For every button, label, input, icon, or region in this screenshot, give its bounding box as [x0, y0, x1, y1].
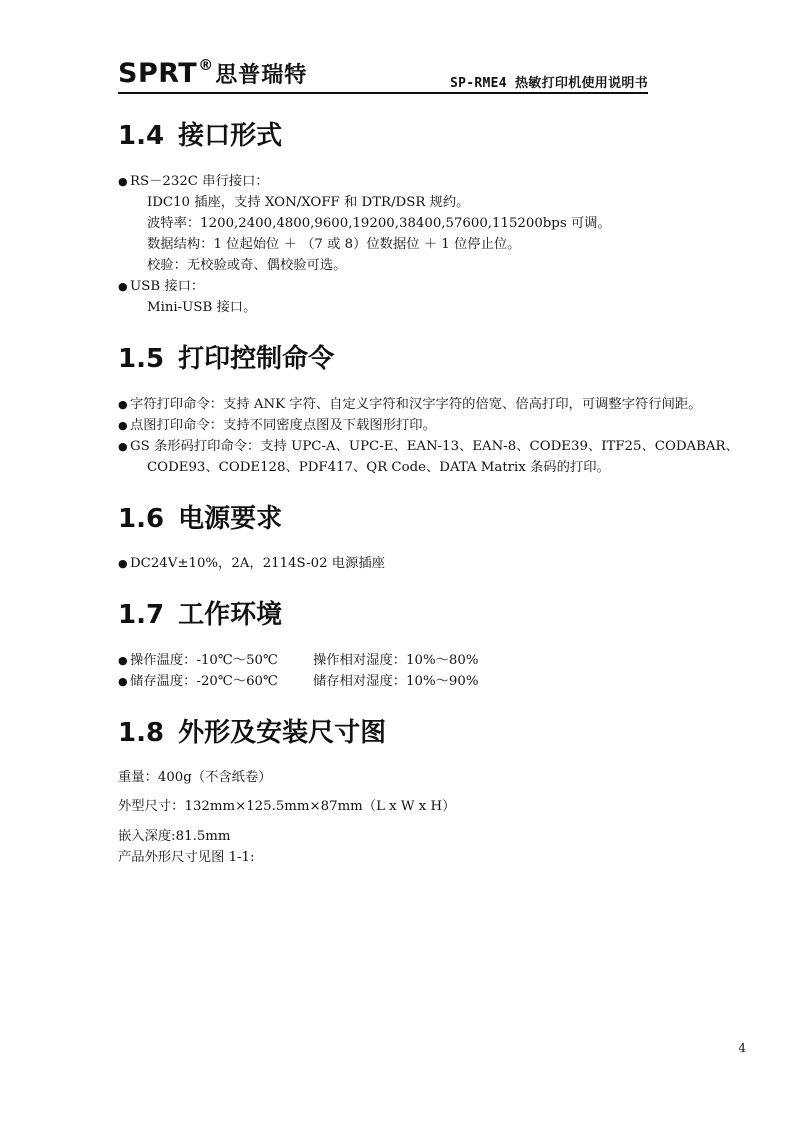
- bullet-icon: ●: [118, 654, 128, 667]
- bullet-icon: ●: [118, 419, 128, 432]
- section-number: 1.4: [118, 121, 165, 151]
- bullet-icon: ●: [118, 557, 128, 570]
- list-item: ● USB 接口：: [118, 279, 205, 294]
- list-item-detail: 数据结构：1 位起始位 ＋ （7 或 8）位数据位 ＋ 1 位停止位。: [147, 237, 521, 252]
- list-item-detail: Mini-USB 接口。: [147, 300, 257, 315]
- operating-temperature: 操作温度：-10℃～50℃: [130, 653, 278, 668]
- section-title-1-5: [118, 338, 334, 375]
- page-header: [118, 56, 648, 94]
- section-heading: 外形及安装尺寸图: [178, 718, 387, 748]
- logo-registered-mark: ®: [198, 56, 214, 74]
- section-heading: 打印控制命令: [178, 344, 335, 374]
- page-number: 4: [738, 1041, 746, 1055]
- embed-depth-text: 嵌入深度:81.5mm: [118, 829, 231, 844]
- section-number: 1.5: [118, 344, 165, 374]
- section-number: 1.7: [118, 600, 165, 630]
- list-item: ● 字符打印命令：支持 ANK 字符、自定义字符和汉字字符的倍宽、倍高打印，可调整字符行间距。: [118, 397, 702, 412]
- list-item: ● DC24V±10%，2A，2114S-02 电源插座: [118, 556, 385, 571]
- list-item: [118, 674, 518, 690]
- list-item: ● GS 条形码打印命令：支持 UPC-A、UPC-E、EAN-13、EAN-8、CODE39、ITF25、CODABAR、: [118, 439, 739, 454]
- storage-humidity: 储存相对湿度：10%～90%: [313, 674, 479, 689]
- figure-reference-text: 产品外形尺寸见图 1-1:: [118, 850, 255, 865]
- logo-chinese-name: 思普瑞特: [215, 63, 308, 88]
- sprt-logo: [118, 58, 307, 90]
- section-number: 1.8: [118, 718, 165, 748]
- bullet-icon: ●: [118, 398, 128, 411]
- list-item-detail: CODE93、CODE128、PDF417、QR Code、DATA Matrix 条码的打印。: [147, 460, 610, 475]
- section-heading: 工作环境: [178, 600, 283, 630]
- operating-humidity: 操作相对湿度：10%～80%: [313, 653, 479, 668]
- bullet-icon: ●: [118, 280, 128, 293]
- section-heading: 电源要求: [178, 504, 283, 534]
- section-title-1-8: [118, 712, 386, 749]
- list-item-detail: IDC10 插座，支持 XON/XOFF 和 DTR/DSR 规约。: [147, 195, 470, 210]
- list-item: [118, 653, 518, 669]
- weight-text: 重量：400g（不含纸卷）: [118, 770, 272, 785]
- storage-temperature: 储存温度：-20℃～60℃: [130, 674, 278, 689]
- list-item: ● RS－232C 串行接口：: [118, 174, 269, 189]
- section-title-1-4: [118, 115, 282, 152]
- section-title-1-7: [118, 594, 282, 631]
- list-item-detail: 校验：无校验或奇、偶校验可选。: [147, 258, 347, 273]
- list-item: ● 点图打印命令：支持不同密度点图及下载图形打印。: [118, 418, 436, 433]
- document-title: SP-RME4 热敏打印机使用说明书: [449, 76, 648, 91]
- bullet-icon: ●: [118, 440, 128, 453]
- bullet-icon: ●: [118, 675, 128, 688]
- list-item-detail: 波特率：1200,2400,4800,9600,19200,38400,57600,115200bps 可调。: [147, 216, 611, 231]
- dimensions-text: 外型尺寸：132mm×125.5mm×87mm（L x W x H）: [118, 799, 456, 814]
- section-number: 1.6: [118, 504, 165, 534]
- bullet-icon: ●: [118, 175, 128, 188]
- section-heading: 接口形式: [178, 121, 283, 151]
- logo-brand: SPRT: [118, 58, 198, 89]
- section-title-1-6: [118, 498, 282, 535]
